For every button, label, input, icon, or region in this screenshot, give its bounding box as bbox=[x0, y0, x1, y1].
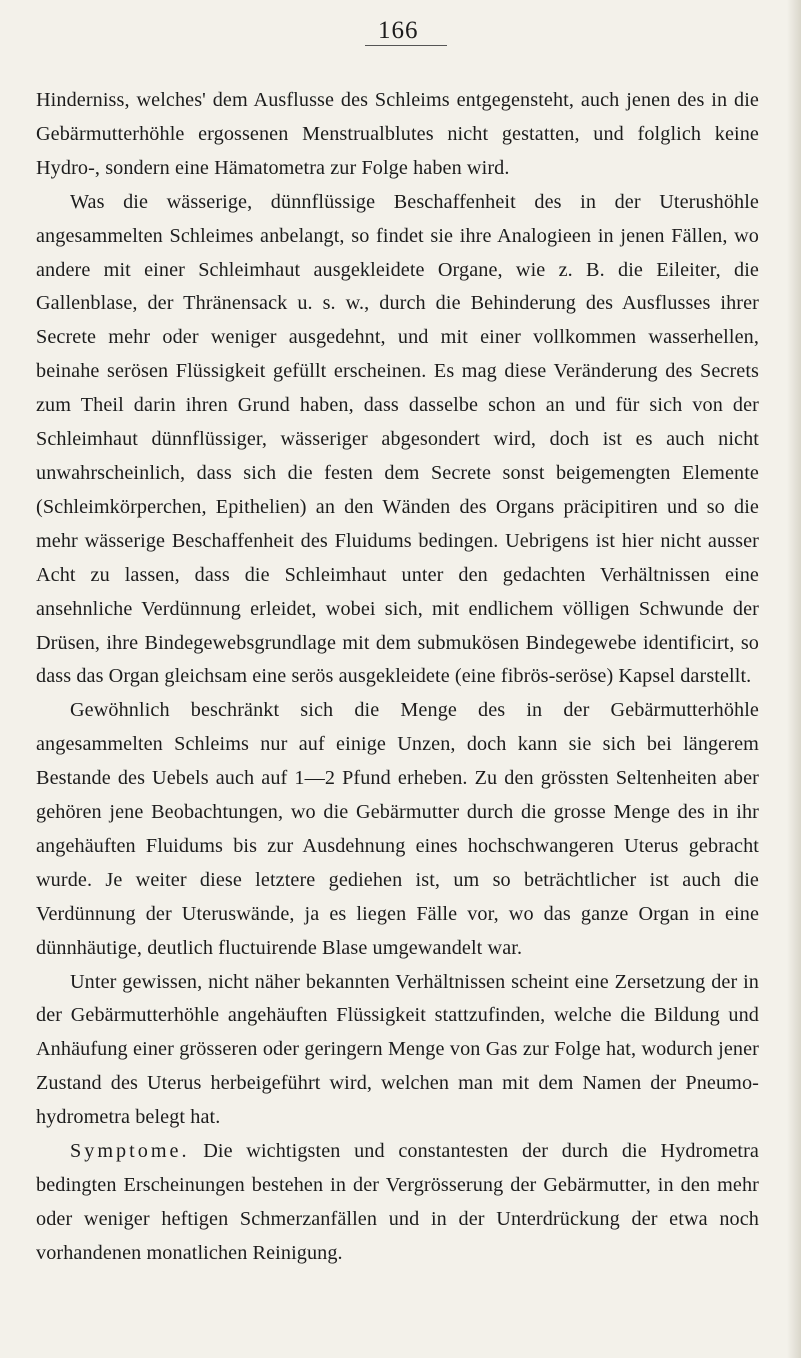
paragraph-2: Was die wässerige, dünnflüssige Beschaffenheit des in der Uterushöhle angesammelten Schleimes anbelangt, so findet sie ihre Analogieen in jenen Fällen, wo andere mit einer Schleimhaut ausgekleidete Organe, wie z. B. die Eileiter, die Gallenblase, der Thränensack u. s. w., durch die Behinderung des Ausflusses ihrer Secrete mehr oder weniger ausgedehnt, und mit einer vollkommen wasserhellen, beinahe serösen Flüssigkeit gefüllt erscheinen. Es mag diese Veränderung des Secrets zum Theil darin ihren Grund haben, dass dasselbe schon an und für sich von der Schleimhaut dünnflüssiger, wässeriger abgesondert wird, doch ist es auch nicht unwahrscheinlich, dass sich die festen dem Secrete sonst beigemengten Elemente (Schleimkörperchen, Epithelien) an den Wänden des Organs präcipitiren und so die mehr wässerige Beschaffenheit des Fluidums bedingen. Uebrigens ist hier nicht ausser Acht zu lassen, dass die Schleimhaut unter den gedachten Verhältnissen eine ansehnliche Verdünnung erleidet, wobei sich, mit endlichem völligen Schwunde der Drüsen, ihre Bindegewebsgrundlage mit dem submukösen Bindegewebe identificirt, so dass das Organ gleichsam eine serös ausgekleidete (eine fibrös-seröse) Kapsel darstellt. bbox=[36, 190, 759, 688]
section-heading-symptome: Symptome. bbox=[70, 1140, 190, 1163]
body-text bbox=[36, 84, 759, 1271]
paragraph-4: Unter gewissen, nicht näher bekannten Verhältnissen scheint eine Zersetzung der in der Gebärmutterhöhle angehäuften Flüssigkeit stattzufinden, welche die Bildung und Anhäufung einer grösseren oder geringern Menge von Gas zur Folge hat, wodurch jener Zustand des Uterus herbeigeführt wird, welchen man mit dem Namen der Pneumo-hydrometra belegt hat. bbox=[36, 970, 759, 1129]
header-rule bbox=[365, 45, 447, 46]
paragraph-5 bbox=[36, 1135, 759, 1271]
paragraph-5-text: Die wichtigsten und constantesten der durch die Hydrometra bedingten Erscheinungen bestehen in der Vergrösserung der Gebärmutter, in den mehr oder weniger heftigen Schmerzanfällen und in der Unterdrückung der etwa noch vorhandenen monatlichen Reinigung. bbox=[36, 1140, 759, 1264]
page-number: 166 bbox=[378, 17, 419, 44]
paragraph-3: Gewöhnlich beschränkt sich die Menge des in der Gebärmutterhöhle angesammelten Schleims nur auf einige Unzen, doch kann sie sich bei längerem Bestande des Uebels auch auf 1—2 Pfund erheben. Zu den grössten Seltenheiten aber gehören jene Beobachtungen, wo die Gebärmutter durch die grosse Menge des in ihr angehäuften Fluidums bis zur Ausdehnung eines hochschwangeren Uterus gebracht wurde. Je weiter diese letztere gediehen ist, um so beträchtlicher ist auch die Verdünnung der Uteruswände, ja es liegen Fälle vor, wo das ganze Organ in eine dünnhäutige, deutlich fluctuirende Blase umgewandelt war. bbox=[36, 699, 759, 959]
page-edge bbox=[787, 0, 801, 1358]
page-header bbox=[0, 16, 801, 46]
paragraph-1: Hinderniss, welches' dem Ausflusse des Schleims entgegensteht, auch jenen des in die Gebärmutterhöhle ergossenen Menstrualblutes nicht gestatten, und folglich keine Hydro-, sondern eine Hämatometra zur Folge haben wird. bbox=[36, 89, 759, 179]
